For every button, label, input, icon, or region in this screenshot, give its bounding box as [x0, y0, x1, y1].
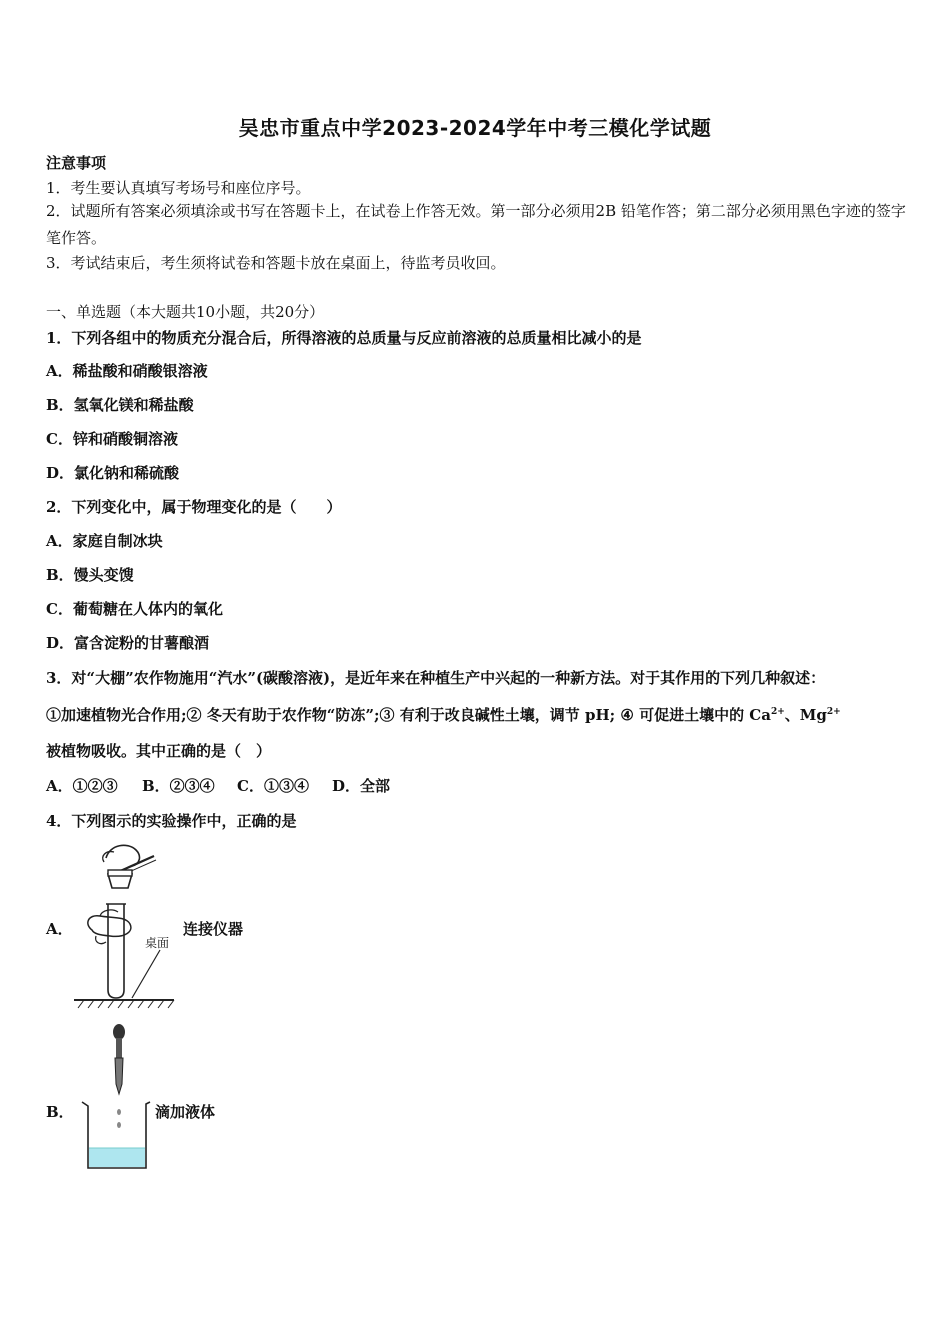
question-2-option-d: D．富含淀粉的甘薯酿酒 — [46, 634, 210, 652]
figure-a-caption: 连接仪器 — [183, 920, 244, 938]
question-3-option-a: A．①②③ — [46, 777, 118, 795]
ca-charge: 2+ — [770, 707, 785, 717]
notice-heading: 注意事项 — [46, 154, 107, 172]
figure-b-label: B． — [46, 1103, 74, 1121]
question-3-stem: 3．对“大棚”农作物施用“汽水”(碳酸溶液)，是近年来在种植生产中兴起的一种新方法。对于其作用的下列几种叙述： — [46, 669, 826, 687]
question-2-stem: 2．下列变化中，属于物理变化的是（ ） — [46, 498, 342, 516]
question-2-option-c: C．葡萄糖在人体内的氧化 — [46, 600, 223, 618]
question-3-option-b: B．②③④ — [142, 777, 215, 795]
question-3-statements: ①加速植物光合作用;② 冬天有助于农作物“防冻”;③ 有利于改良碱性土壤，调节 pH; ④ 可促进土壤中的 Ca — [46, 706, 771, 724]
question-2-option-a: A．家庭自制冰块 — [46, 532, 163, 550]
question-1-option-d: D．氯化钠和稀硫酸 — [46, 464, 180, 482]
question-1-stem: 1．下列各组中的物质充分混合后，所得溶液的总质量与反应前溶液的总质量相比减小的是 — [46, 329, 642, 347]
question-1-option-b: B．氢氧化镁和稀盐酸 — [46, 396, 194, 414]
figure-a-illustration — [70, 838, 180, 1016]
figure-b-caption: 滴加液体 — [155, 1103, 216, 1121]
question-1-option-c: C．锌和硝酸铜溶液 — [46, 430, 178, 448]
question-2-option-b: B．馒头变馊 — [46, 566, 134, 584]
figure-b-illustration — [76, 1022, 152, 1174]
notice-item-2: 2．试题所有答案必须填涂或书写在答题卡上，在试卷上作答无效。第一部分必须用2B 铅笔作答；第二部分必须用黑色字迹的签字笔作答。 — [46, 202, 906, 247]
figure-a-inner-label: 桌面 — [145, 936, 170, 950]
figure-a-label: A． — [46, 920, 73, 938]
question-1-option-a: A．稀盐酸和硝酸银溶液 — [46, 362, 208, 380]
question-3-stem-line3: 被植物吸收。其中正确的是（ ） — [46, 742, 272, 760]
question-3-option-d: D．全部 — [332, 777, 391, 795]
ion-separator: 、Mg — [784, 706, 827, 724]
notice-item-1: 1．考生要认真填写考场号和座位序号。 — [46, 179, 311, 197]
question-4-stem: 4．下列图示的实验操作中，正确的是 — [46, 812, 297, 830]
notice-item-3: 3．考试结束后，考生须将试卷和答题卡放在桌面上，待监考员收回。 — [46, 254, 506, 272]
page-title: 吴忠市重点中学2023-2024学年中考三模化学试题 — [238, 116, 712, 140]
question-3-option-c: C．①③④ — [237, 777, 309, 795]
question-3-stem-line2 — [46, 704, 841, 725]
section-heading: 一、单选题（本大题共10小题，共20分） — [46, 303, 325, 321]
mg-charge: 2+ — [826, 707, 841, 717]
